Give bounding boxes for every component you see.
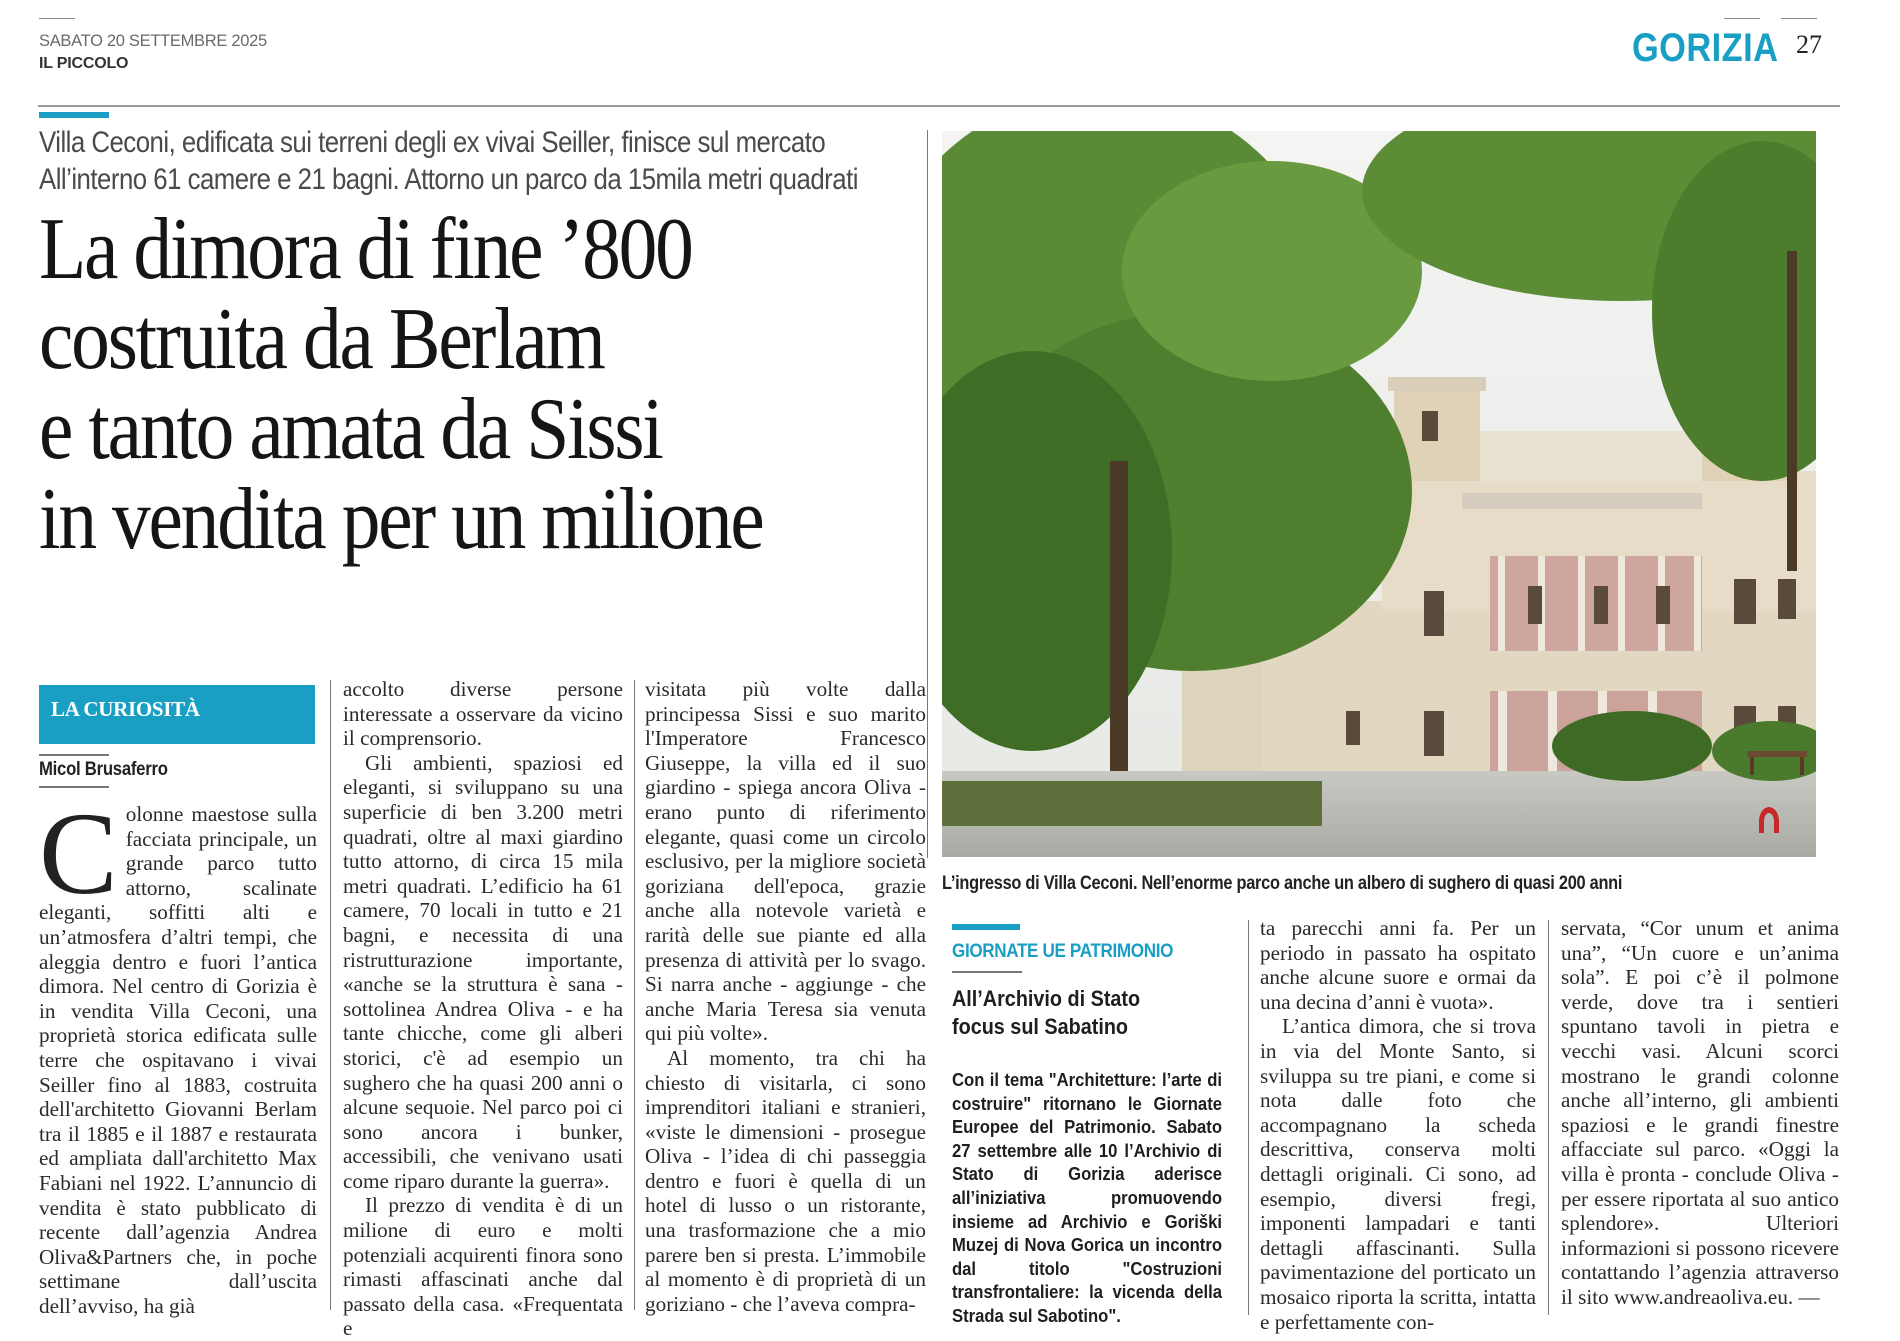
headline-line-4: in vendita per un milione: [39, 471, 763, 568]
column-divider-2: [634, 680, 635, 1310]
page-number: 27: [1796, 30, 1822, 59]
sidebar-accent-bar: [952, 924, 1020, 930]
sidebar-title: [952, 985, 1140, 1041]
column-3-paragraph-1: visitata più volte dalla principessa Sissi e suo marito l'Imperatore Francesco Giuseppe, la villa ed il suo giardino - spiega ancora Oliva - erano punto di riferimento elegante, quasi come un circolo esclusivo, per la migliore società goriziana dell'epoca, grazie anche alla notevole varietà e rarità delle sue piante ed alla presenza di attività per lo svago. Si narra anche - aggiunge - che anche Maria Teresa sia venuta qui più volte».: [645, 677, 926, 1046]
column-2-paragraph-2: Gli ambienti, spaziosi ed eleganti, si sviluppano su una superficie di ben 3.200 metri quadrati, oltre al maxi giardino tutto attorno, di circa 15 mila metri quadrati. L’edificio ha 61 camere, 70 locali in tutto e 21 bagni, e necessita di una ristrutturazione importante, «anche se la struttura è sana - sottolinea Andrea Oliva - e ha tante chicche, come gli alberi storici, c'è ad esempio un sughero che ha quasi 200 anni o alcune sequoie. Nel parco poi ci sono ancora i bunker, accessibili, che venivano usati come riparo durante la guerra».: [343, 750, 623, 1193]
header-rule-page: [1781, 18, 1817, 19]
column-5-paragraph-1: servata, “Cor unum et anima una”, “Un cuore e un’anima sola”. E poi c’è il polmone verde, dove tra i sentieri spuntano tavoli in pietra e vecchi vasi. Alcuni scorci mostrano le grandi colonne anche all’interno, gli ambienti spaziosi e le grandi finestre affacciate sul parco. «Oggi la villa è pronta - conclude Oliva - per essere riportata al suo antico splendore». Ulteriori informazioni si possono ricevere contattando l’agenzia attraverso il sito www.andreaoliva.eu. —: [1561, 916, 1839, 1309]
article-headline: [39, 201, 954, 568]
article-photo[interactable]: [942, 131, 1816, 857]
headline-line-1: La dimora di fine ’800: [39, 201, 692, 298]
column-4-paragraph-1: ta parecchi anni fa. Per un periodo in passato ha ospitato anche alcune suore e ormai da una decina d’anni è vuota».: [1260, 916, 1536, 1014]
column-1-paragraph-1: olonne maestose sulla facciata principale, un grande parco tutto attorno, scalinate eleganti, soffitti alti e un’atmosfera d’altri tempi, che aleggia dentro e fuori l’antica dimora. Nel centro di Gorizia è in vendita Villa Ceconi, una proprietà storica edificata sulle terre che ospitavano i vivai Seiller fino al 1883, costruita dell'architetto Giovanni Berlam tra il 1885 e il 1887 e restaurata ed ampliata dall'architetto Max Fabiani nel 1922. L’annuncio di vendita è stato pubblicato di recente dall’agenzia Andrea Oliva&Partners che, in poche settimane dall’uscita dell’avviso, ha già: [39, 802, 317, 1318]
byline: Micol Brusaferro: [39, 759, 168, 780]
newspaper-name: IL PICCOLO: [39, 55, 129, 72]
accent-bar: [39, 112, 109, 118]
column-divider-4: [1548, 920, 1549, 1315]
header-rule-section: [1724, 18, 1760, 19]
article-column-2: [343, 677, 623, 1341]
article-subtitle-line-1: Villa Ceconi, edificata sui terreni degli ex vivai Seiller, finisce sul mercato: [39, 126, 826, 159]
header-rule-left: [39, 18, 75, 19]
column-divider-1: [330, 680, 331, 1310]
sidebar-title-line-1: All’Archivio di Stato: [952, 986, 1141, 1011]
dropcap: C: [39, 788, 118, 919]
headline-line-2: costruita da Berlam: [39, 291, 604, 388]
photo-caption: L’ingresso di Villa Ceconi. Nell’enorme parco anche un albero di sughero di quasi 200 anni: [942, 873, 1623, 894]
top-rule: [38, 105, 1840, 107]
sidebar-body: Con il tema "Architetture: l’arte di costruire" ritornano le Giornate Europee del Patrimonio. Sabato 27 settembre alle 10 l’Archivio di Stato di Gorizia aderisce all’iniziativa promuovendo insieme ad Archivio e Goriški Muzej di Nova Gorica un incontro dal titolo "Costruzioni transfrontaliere: la vicenda della Strada sul Sabotino".: [952, 1069, 1222, 1326]
article-subtitle-line-2: All’interno 61 camere e 21 bagni. Attorno un parco da 15mila metri quadrati: [39, 163, 858, 196]
sidebar-kicker: GIORNATE UE PATRIMONIO: [952, 941, 1174, 962]
sidebar-rule: [952, 971, 1022, 973]
article-column-1: [39, 788, 317, 1318]
headline-line-3: e tanto amata da Sissi: [39, 381, 662, 478]
column-3-paragraph-2: Al momento, tra chi ha chiesto di visitarla, ci sono imprenditori italiani e stranieri, «viste le dimensioni - prosegue Oliva - l’idea di chi passeggia dentro e fuori è quella di un hotel di lusso o un ristorante, una trasformazione che a mio parere ben si presta. L’immobile al momento è di proprietà di un goriziano - che l’aveva compra-: [645, 1045, 926, 1316]
column-4-paragraph-2: L’antica dimora, che si trova in via del Monte Santo, si sviluppa su tre piani, e come si nota dalle foto che accompagnano la scheda descrittiva, conserva molti dettagli originali. Ci sono, ad esempio, diversi fregi, imponenti lampadari e tanti dettagli affascinanti. Sulla pavimentazione del porticato un mosaico riporta la scritta, intatta e perfettamente con-: [1260, 1014, 1536, 1334]
article-column-4: [1260, 916, 1536, 1334]
section-label-box: [39, 685, 315, 744]
column-2-paragraph-1: accolto diverse persone interessate a osservare da vicino il comprensorio.: [343, 677, 623, 751]
column-2-paragraph-3: Il prezzo di vendita è di un milione di euro e molti potenziali acquirenti finora sono rimasti affascinati anche dal passato della casa. «Frequentata e: [343, 1193, 623, 1341]
photo-divider: [927, 130, 928, 858]
section-name: GORIZIA: [1632, 26, 1779, 70]
sidebar-title-line-2: focus sul Sabatino: [952, 1014, 1129, 1039]
section-label: LA CURIOSITÀ: [51, 697, 200, 721]
byline-rule-top: [39, 754, 109, 756]
column-divider-sidebar: [1248, 920, 1249, 1315]
issue-date: SABATO 20 SETTEMBRE 2025: [39, 32, 267, 50]
villa-photo-illustration: [942, 131, 1816, 857]
article-column-5: [1561, 916, 1839, 1310]
article-column-3: [645, 677, 926, 1316]
